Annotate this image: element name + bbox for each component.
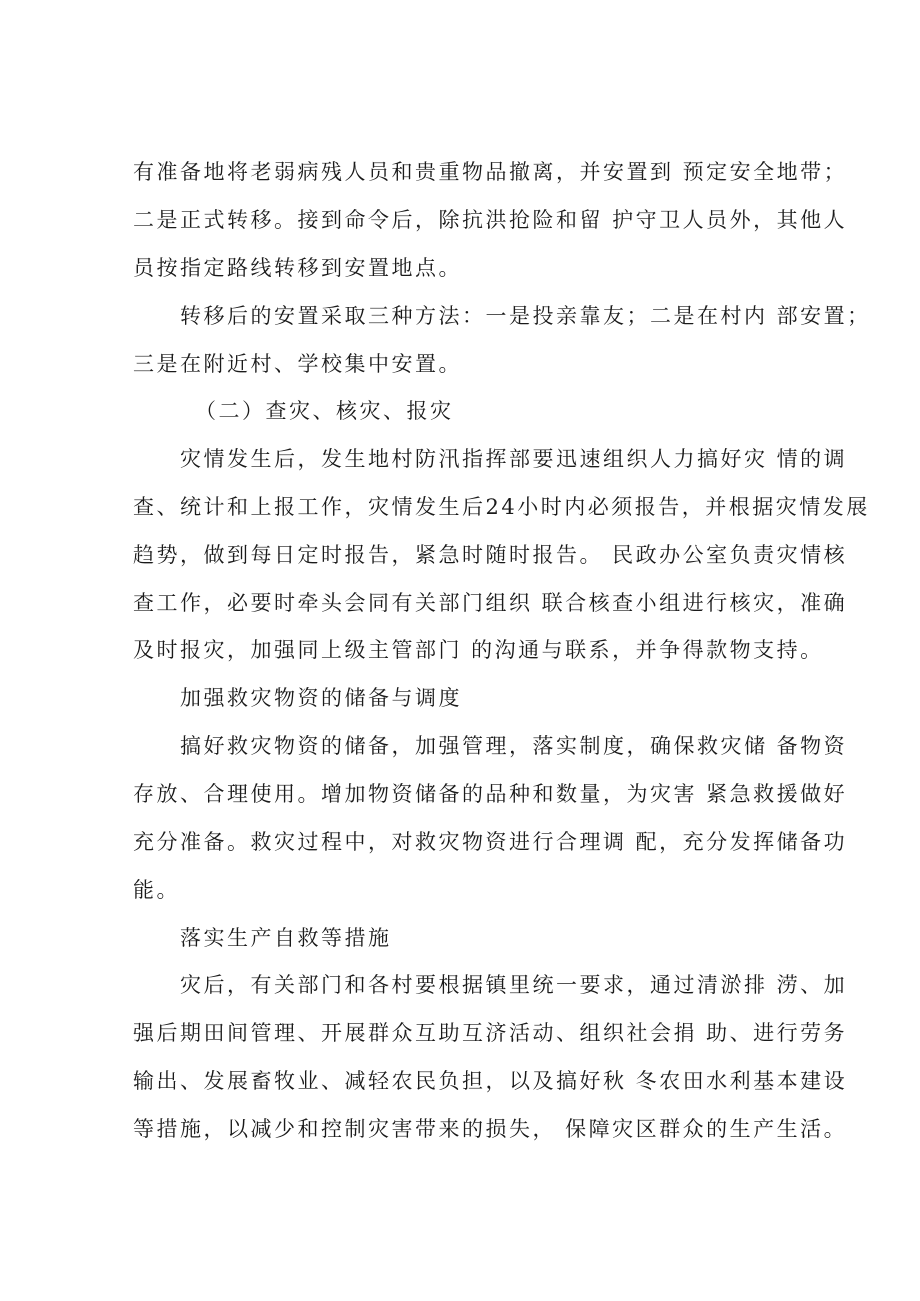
- paragraph-line: 输出、发展畜牧业、减轻农民负担，以及搞好秋 冬农田水利基本建设: [133, 1069, 848, 1093]
- paragraph-line: 员按指定路线转移到安置地点。: [133, 256, 462, 280]
- paragraph-line: 等措施，以减少和控制灾害带来的损失， 保障灾区群众的生产生活。: [133, 1117, 848, 1141]
- paragraph-line: 能。: [133, 878, 180, 902]
- paragraph-line: 三是在附近村、学校集中安置。: [133, 352, 462, 376]
- paragraph-line: 存放、合理使用。增加物资储备的品种和数量，为灾害 紧急救援做好: [133, 782, 848, 806]
- paragraph-line: 灾后，有关部门和各村要根据镇里统一要求，通过清淤排 涝、加: [180, 973, 848, 997]
- paragraph-line: 转移后的安置采取三种方法：一是投亲靠友；二是在村内 部安置；: [180, 304, 871, 328]
- paragraph-line: 强后期田间管理、开展群众互助互济活动、组织社会捐 助、进行劳务: [133, 1021, 848, 1045]
- section-heading: 落实生产自救等措施: [180, 926, 392, 950]
- section-heading: 加强救灾物资的储备与调度: [180, 686, 462, 710]
- paragraph-line: 灾情发生后，发生地村防汛指挥部要迅速组织人力搞好灾 情的调: [180, 447, 848, 471]
- paragraph-line: 充分准备。救灾过程中，对救灾物资进行合理调 配，充分发挥储备功: [133, 830, 848, 854]
- paragraph-line: 查、统计和上报工作，灾情发生后24小时内必须报告，并根据灾情发展: [133, 495, 870, 519]
- paragraph-line: 及时报灾，加强同上级主管部门 的沟通与联系，并争得款物支持。: [133, 638, 824, 662]
- paragraph-line: 搞好救灾物资的储备，加强管理，落实制度，确保救灾储 备物资: [180, 734, 848, 758]
- section-heading: （二）查灾、核灾、报灾: [195, 399, 454, 423]
- paragraph-line: 查工作，必要时牵头会同有关部门组织 联合核查小组进行核灾，准确: [133, 591, 848, 615]
- paragraph-line: 趋势，做到每日定时报告，紧急时随时报告。 民政办公室负责灾情核: [133, 543, 848, 567]
- paragraph-line: 有准备地将老弱病残人员和贵重物品撤离，并安置到 预定安全地带；: [133, 160, 848, 184]
- paragraph-line: 二是正式转移。接到命令后，除抗洪抢险和留 护守卫人员外，其他人: [133, 208, 848, 232]
